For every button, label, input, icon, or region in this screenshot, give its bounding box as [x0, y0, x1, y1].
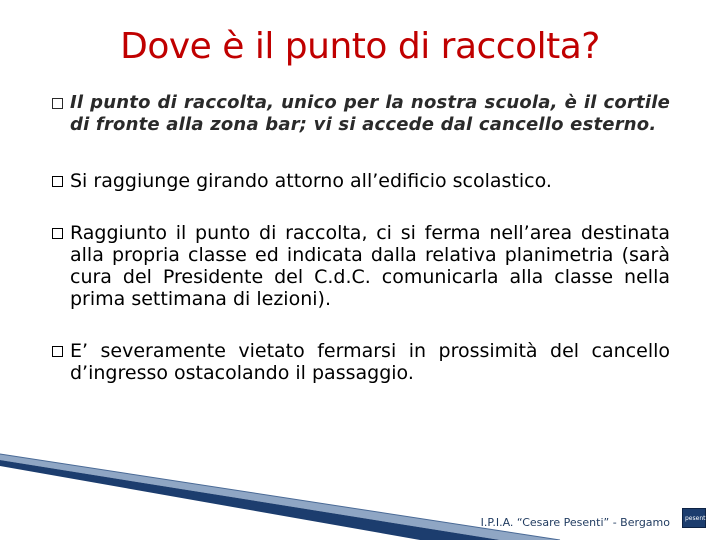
- footer-text: I.P.I.A. “Cesare Pesenti” - Bergamo: [480, 516, 670, 529]
- bullet-list: [52, 92, 670, 384]
- bullet-text: Il punto di raccolta, unico per la nostra scuola, è il cortile di fronte alla zona bar; vi si accede dal cancello esterno.: [70, 92, 670, 135]
- bullet-text: Raggiunto il punto di raccolta, ci si ferma nell’area destinata alla propria classe ed indicata dalla relativa planimetria (sarà cura del Presidente del C.d.C. comunicarla alla classe nella prima settimana di lezioni).: [70, 222, 670, 310]
- bullet-item-1: [52, 92, 670, 136]
- bullet-item-4: [52, 340, 670, 384]
- bullet-item-3: [52, 222, 670, 310]
- logo-text: pesenti: [685, 515, 708, 522]
- checkbox-bullet-icon: [52, 176, 63, 187]
- checkbox-bullet-icon: [52, 98, 63, 109]
- checkbox-bullet-icon: [52, 228, 63, 239]
- checkbox-bullet-icon: [52, 346, 63, 357]
- school-logo-icon: [682, 508, 706, 528]
- band-shape-dark: [0, 460, 500, 540]
- slide-title: Dove è il punto di raccolta?: [120, 26, 600, 67]
- bullet-item-2: [52, 170, 670, 192]
- bullet-text: E’ severamente vietato fermarsi in prossimità del cancello d’ingresso ostacolando il passaggio.: [70, 340, 670, 384]
- bullet-text: Si raggiunge girando attorno all’edificio scolastico.: [70, 170, 552, 192]
